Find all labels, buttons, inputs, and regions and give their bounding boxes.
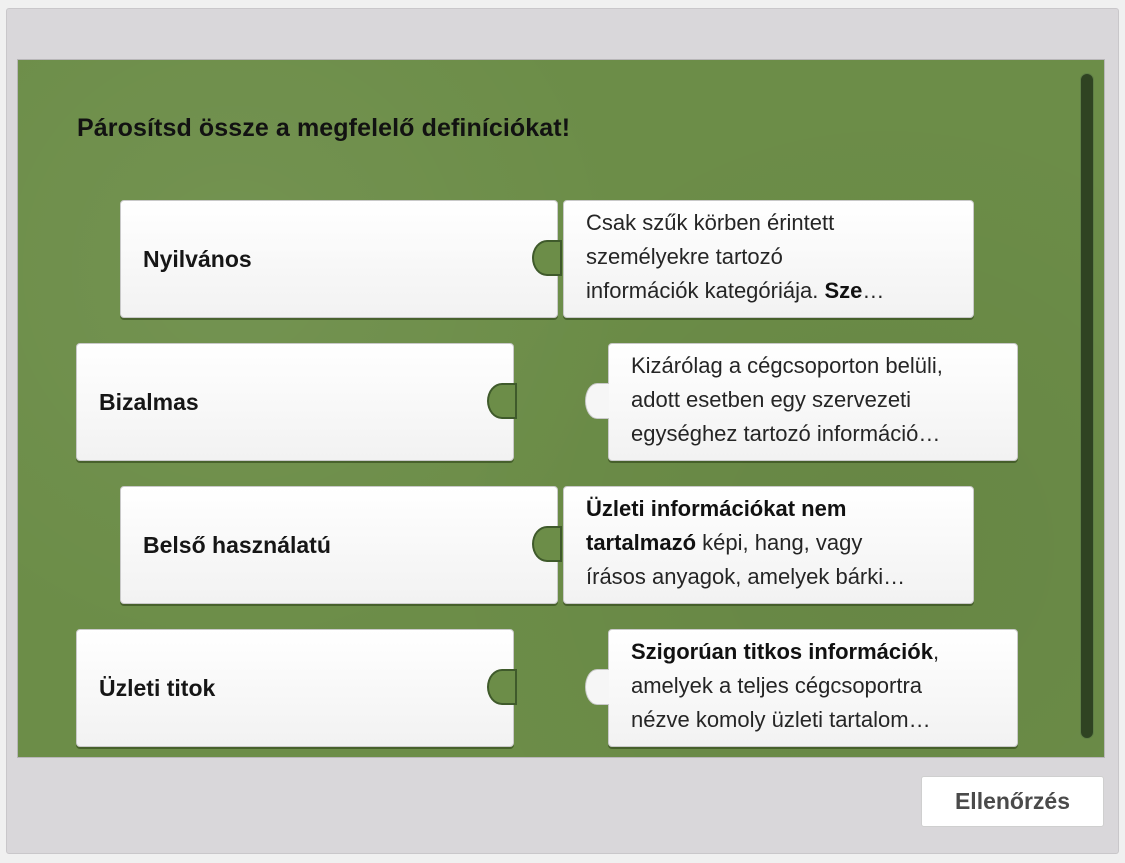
- definition-card-4[interactable]: [608, 629, 1018, 747]
- puzzle-tab: [585, 669, 609, 705]
- puzzle-socket: [487, 383, 517, 419]
- definition-line: Üzleti információkat nem: [586, 496, 847, 521]
- definition-line: Kizárólag a cégcsoporton belüli,: [631, 353, 943, 378]
- puzzle-socket: [532, 240, 562, 276]
- term-card-4[interactable]: [76, 629, 514, 747]
- definition-line: egységhez tartozó információ…: [631, 421, 941, 446]
- puzzle-tab: [585, 383, 609, 419]
- definition-line: személyekre tartozó: [586, 244, 783, 269]
- term-card-2[interactable]: [76, 343, 514, 461]
- definition-card-2[interactable]: [608, 343, 1018, 461]
- definition-card-1[interactable]: [563, 200, 974, 318]
- puzzle-socket: [487, 669, 517, 705]
- definition-line: adott esetben egy szervezeti: [631, 387, 912, 412]
- check-button[interactable]: Ellenőrzés: [921, 776, 1104, 827]
- definition-line: amelyek a teljes cégcsoportra: [631, 673, 923, 698]
- term-label: Belső használatú: [143, 531, 331, 558]
- definition-line: Csak szűk körben érintett: [586, 210, 835, 235]
- exercise-title: Párosítsd össze a megfelelő definíciókat!: [77, 114, 571, 142]
- definition-line: nézve komoly üzleti tartalom…: [631, 707, 931, 732]
- term-card-1[interactable]: [120, 200, 558, 318]
- scrollbar[interactable]: [1080, 73, 1094, 739]
- definition-line: Szigorúan titkos információk,: [631, 639, 940, 664]
- term-label: Nyilvános: [143, 245, 252, 272]
- definition-line: írásos anyagok, amelyek bárki…: [586, 564, 906, 589]
- definition-card-3[interactable]: [563, 486, 974, 604]
- definition-line: információk kategóriája. Sze…: [586, 278, 885, 303]
- puzzle-socket: [532, 526, 562, 562]
- term-label: Üzleti titok: [99, 674, 216, 701]
- term-card-3[interactable]: [120, 486, 558, 604]
- term-label: Bizalmas: [99, 388, 199, 415]
- definition-line: tartalmazó képi, hang, vagy: [586, 530, 863, 555]
